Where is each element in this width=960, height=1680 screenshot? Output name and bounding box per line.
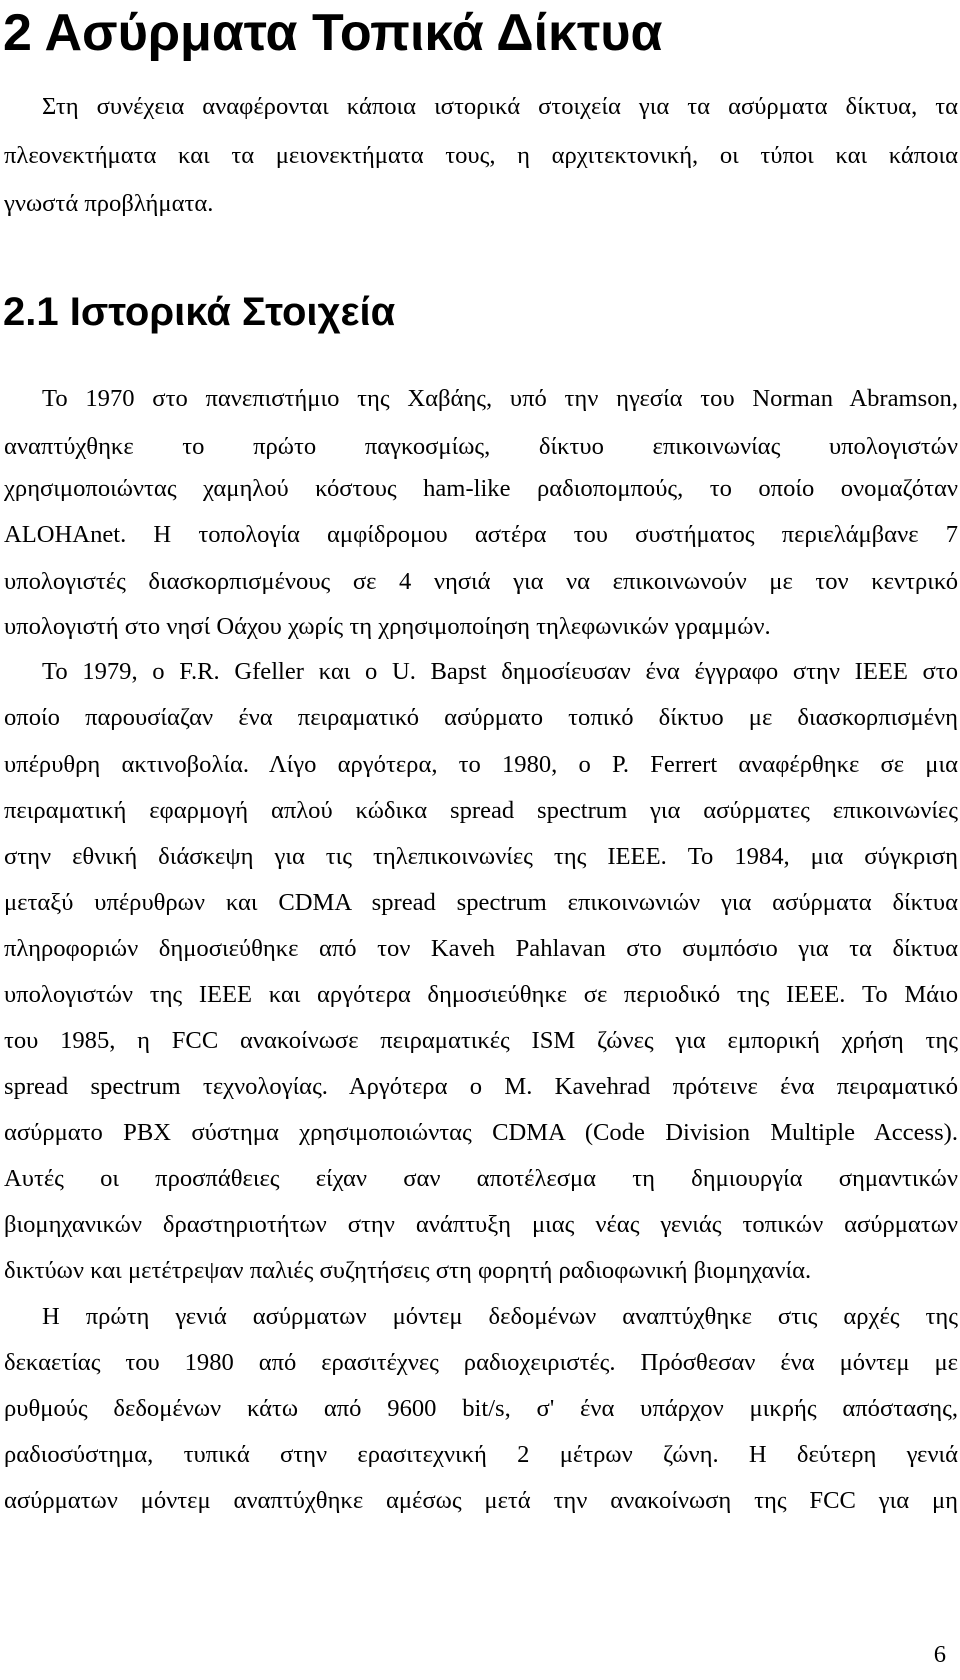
body-line: ασύρματων μόντεμ αναπτύχθηκε αμέσως μετά την ανακοίνωση της FCC για μη xyxy=(4,1487,958,1514)
body-line: χρησιμοποιώντας χαμηλού κόστους ham-like ραδιοπομπούς, το οποίο ονομαζόταν xyxy=(4,475,958,502)
body-line: πειραματική εφαρμογή απλού κώδικα spread spectrum για ασύρματες επικοινωνίες xyxy=(4,797,958,824)
section-title: 2.1 Ιστορικά Στοιχεία xyxy=(3,290,396,334)
body-line: δικτύων και μετέτρεψαν παλιές συζητήσεις στη φορητή ραδιοφωνική βιομηχανία. xyxy=(4,1257,812,1284)
body-line: υπολογιστές διασκορπισμένους σε 4 νησιά για να επικοινωνούν με τον κεντρικό xyxy=(4,568,958,595)
body-line: του 1985, η FCC ανακοίνωσε πειραματικές ISM ζώνες για εμπορική χρήση της xyxy=(4,1027,958,1054)
body-line: στην εθνική διάσκεψη για τις τηλεπικοινωνίες της IEEE. Το 1984, μια σύγκριση xyxy=(4,843,958,870)
body-line: υπολογιστή στο νησί Οάχου χωρίς τη χρησιμοποίηση τηλεφωνικών γραμμών. xyxy=(4,613,771,640)
body-line: ρυθμούς δεδομένων κάτω από 9600 bit/s, σ' ένα υπάρχον μικρής απόστασης, xyxy=(4,1395,958,1422)
body-line: οποίο παρουσίαζαν ένα πειραματικό ασύρματο τοπικό δίκτυο με διασκορπισμένη xyxy=(4,704,958,731)
body-line: Η πρώτη γενιά ασύρματων μόντεμ δεδομένων αναπτύχθηκε στις αρχές της xyxy=(42,1303,958,1330)
body-line: ασύρματο PBX σύστημα χρησιμοποιώντας CDMA (Code Division Multiple Access). xyxy=(4,1119,958,1146)
body-line: βιομηχανικών δραστηριοτήτων στην ανάπτυξη μιας νέας γενιάς τοπικών ασύρματων xyxy=(4,1211,958,1238)
body-line: δεκαετίας του 1980 από ερασιτέχνες ραδιοχειριστές. Πρόσθεσαν ένα μόντεμ με xyxy=(4,1349,958,1376)
body-line: ραδιοσύστημα, τυπικά στην ερασιτεχνική 2 μέτρων ζώνη. Η δεύτερη γενιά xyxy=(4,1441,958,1468)
intro-line: πλεονεκτήματα και τα μειονεκτήματα τους, η αρχιτεκτονική, οι τύποι και κάποια xyxy=(4,142,958,169)
body-line: Αυτές οι προσπάθειες είχαν σαν αποτέλεσμα τη δημιουργία σημαντικών xyxy=(4,1165,958,1192)
body-line: μεταξύ υπέρυθρων και CDMA spread spectrum επικοινωνιών για ασύρματα δίκτυα xyxy=(4,889,958,916)
body-line: Το 1979, ο F.R. Gfeller και ο U. Bapst δημοσίευσαν ένα έγγραφο στην IEEE στο xyxy=(42,658,958,685)
chapter-title: 2 Ασύρματα Τοπικά Δίκτυα xyxy=(3,4,663,62)
intro-line: γνωστά προβλήματα. xyxy=(4,190,214,217)
body-line: ALOHAnet. Η τοπολογία αμφίδρομου αστέρα του συστήματος περιελάμβανε 7 xyxy=(4,521,958,548)
body-line: spread spectrum τεχνολογίας. Αργότερα ο M. Kavehrad πρότεινε ένα πειραματικό xyxy=(4,1073,958,1100)
body-line: αναπτύχθηκε το πρώτο παγκοσμίως, δίκτυο επικοινωνίας υπολογιστών xyxy=(4,433,958,460)
body-line: υπέρυθρη ακτινοβολία. Λίγο αργότερα, το 1980, ο P. Ferrert αναφέρθηκε σε μια xyxy=(4,751,958,778)
body-line: Το 1970 στο πανεπιστήμιο της Χαβάης, υπό την ηγεσία του Norman Abramson, xyxy=(42,385,958,412)
page-number: 6 xyxy=(933,1641,946,1668)
body-line: υπολογιστών της IEEE και αργότερα δημοσιεύθηκε σε περιοδικό της IEEE. Το Μάιο xyxy=(4,981,958,1008)
intro-line: Στη συνέχεια αναφέρονται κάποια ιστορικά στοιχεία για τα ασύρματα δίκτυα, τα xyxy=(42,93,958,120)
body-line: πληροφοριών δημοσιεύθηκε από τον Kaveh Pahlavan στο συμπόσιο για τα δίκτυα xyxy=(4,935,958,962)
